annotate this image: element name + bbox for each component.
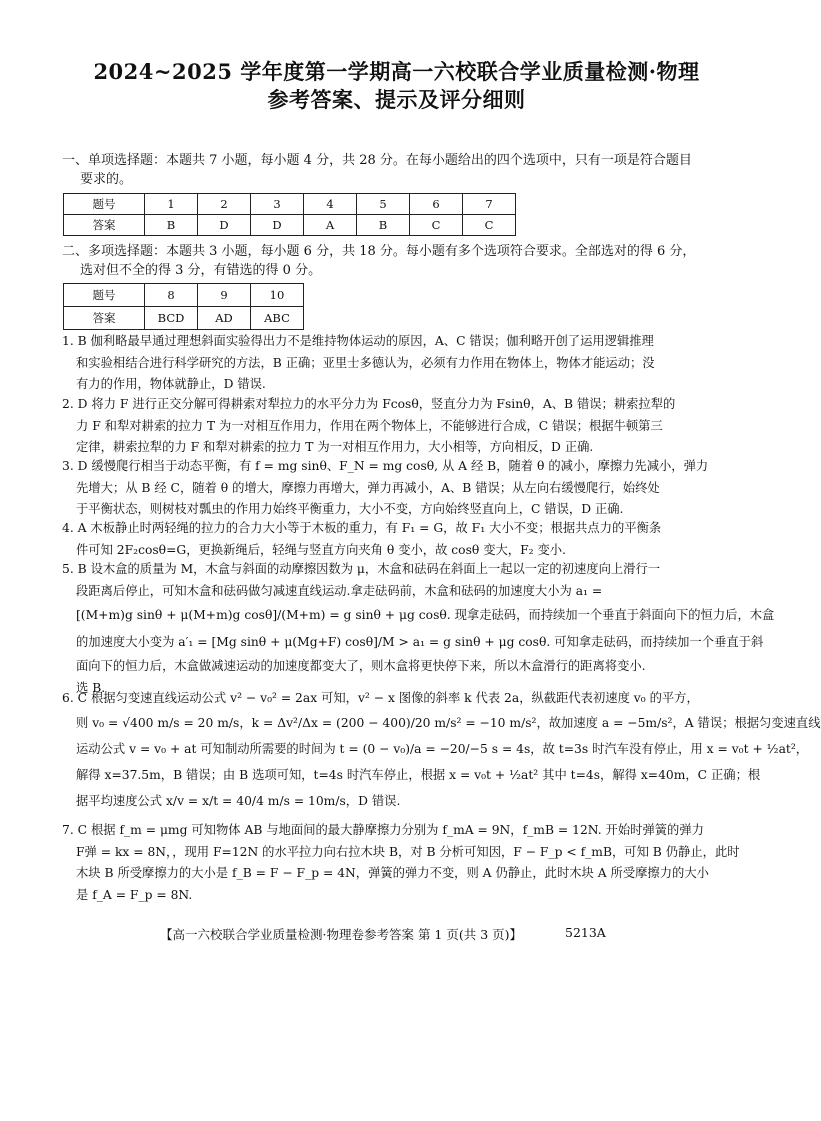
explanation-line: 有力的作用，物体就静止，D 错误. <box>76 377 266 391</box>
explanation-line: 木块 B 所受摩擦力的大小是 f_B = F − F_p = 4N，弹簧的弹力不变，则 A 仍静止，此时木块 A 所受摩擦力的大小 <box>76 866 709 880</box>
explanation-line: 定律，耕索拉犁的力 F 和犁对耕索的拉力 T 为一对相互作用力，大小相等，方向相反，D 正确. <box>76 440 594 454</box>
answer-cell: D <box>251 215 304 236</box>
explanation-line: 力 F 和犁对耕索的拉力 T 为一对相互作用力，作用在两个物体上，不能够进行合成，C 错误；根据牛顿第三 <box>76 418 663 433</box>
explanation-q4 <box>62 518 742 561</box>
section1-instruction-line2: 要求的。 <box>80 172 133 187</box>
question-number: 7 <box>463 194 516 215</box>
section2-answer-table <box>63 283 304 330</box>
explanation-line: 的加速度大小变为 a′₁ = [Mg sinθ + μ(Mg+F) cosθ]/M > a₁ = g sinθ + μg cosθ. 可知拿走砝码，而持续加一个垂直于斜 <box>76 635 764 649</box>
page-title: 2024~2025 学年度第一学期高一六校联合学业质量检测·物理 <box>93 59 700 84</box>
question-number: 9 <box>198 284 251 307</box>
explanation-q6 <box>62 688 821 814</box>
answer-cell: A <box>304 215 357 236</box>
explanation-q7 <box>62 820 742 906</box>
answer-cell: BCD <box>145 307 198 330</box>
explanation-q2 <box>62 394 742 459</box>
section2-instruction-line2: 选对但不全的得 3 分，有错选的得 0 分。 <box>80 263 322 278</box>
explanation-line: 先增大；从 B 经 C，随着 θ 的增大，摩擦力再增大，弹力再减小，A、B 错误；从左向右缓慢爬行，始终处 <box>76 480 660 495</box>
answer-cell: B <box>357 215 410 236</box>
answer-cell: C <box>410 215 463 236</box>
explanation-q1 <box>62 331 742 396</box>
explanation-line: 于平衡状态，则树枝对瓢虫的作用力始终平衡重力，大小不变，方向始终竖直向上，C 错误，D 正确. <box>76 502 624 516</box>
question-number: 3 <box>251 194 304 215</box>
page-subtitle: 参考答案、提示及评分细则 <box>267 87 526 112</box>
explanation-line: 是 f_A = F_p = 8N. <box>76 887 193 902</box>
explanation-line: F弹 = kx = 8N，，现用 F=12N 的水平拉力向右拉木块 B，对 B 分析可知因，F − F_p < f_mB，可知 B 仍静止，此时 <box>76 844 740 859</box>
table-header-cell: 答案 <box>64 215 145 236</box>
explanation-line: 解得 x=37.5m，B 错误；由 B 选项可知，t=4s 时汽车停止，根据 x = v₀t + ½at² 其中 t=4s，解得 x=40m，C 正确；根 <box>76 767 761 782</box>
section2-instruction-line1: 二、多项选择题：本题共 3 小题，每小题 6 分，共 18 分。每小题有多个选项符合要求。全部选对的得 6 分， <box>62 244 696 259</box>
table-header-cell: 题号 <box>64 284 145 307</box>
answer-cell: D <box>198 215 251 236</box>
question-number: 5 <box>357 194 410 215</box>
answer-cell: AD <box>198 307 251 330</box>
footer-text: 【高一六校联合学业质量检测·物理卷参考答案 第 1 页(共 3 页)】 <box>160 927 523 942</box>
question-number: 1 <box>145 194 198 215</box>
answer-cell: C <box>463 215 516 236</box>
section1-instruction-line1: 一、单项选择题：本题共 7 小题，每小题 4 分，共 28 分。在每小题给出的四个选项中，只有一项是符合题目 <box>62 153 692 168</box>
section1-answer-table <box>63 193 516 236</box>
question-number: 8 <box>145 284 198 307</box>
explanation-line: [(M+m)g sinθ + μ(M+m)g cosθ]/(M+m) = g sinθ + μg cosθ. 现拿走砝码，而持续加一个垂直于斜面向下的恒力后，木盒 <box>76 608 775 622</box>
explanation-line: 3. D 缓慢爬行相当于动态平衡，有 f = mg sinθ、F_N = mg cosθ, 从 A 经 B，随着 θ 的减小，摩擦力先减小，弹力 <box>62 459 709 473</box>
explanation-line: 面向下的恒力后，木盒做减速运动的加速度都变大了，则木盒将更快停下来，所以木盒滑行的距离将变小. <box>76 659 646 673</box>
explanation-line: 运动公式 v = v₀ + at 可知制动所需要的时间为 t = (0 − v₀)/a = −20/−5 s = 4s，故 t=3s 时汽车没有停止，用 x = v₀t + ½at²， <box>76 741 809 756</box>
explanation-line: 1. B 伽利略最早通过理想斜面实验得出力不是维持物体运动的原因，A、C 错误；伽利略开创了运用逻辑推理 <box>62 334 654 348</box>
explanation-line: 2. D 将力 F 进行正交分解可得耕索对犁拉力的水平分力为 Fcosθ，竖直分力为 Fsinθ，A、B 错误；耕索拉犁的 <box>62 397 676 411</box>
explanation-line: 件可知 2F₂cosθ=G，更换新绳后，轻绳与竖直方向夹角 θ 变小，故 cosθ 变大，F₂ 变小. <box>76 542 566 557</box>
section1-heading <box>62 151 742 189</box>
question-number: 10 <box>251 284 304 307</box>
table-row <box>64 194 516 215</box>
question-number: 2 <box>198 194 251 215</box>
table-row <box>64 307 304 330</box>
explanation-q5 <box>62 559 775 699</box>
question-number: 4 <box>304 194 357 215</box>
explanation-line: 4. A 木板静止时两轻绳的拉力的合力大小等于木板的重力，有 F₁ = G，故 F₁ 大小不变；根据共点力的平衡条 <box>62 521 662 535</box>
table-header-cell: 题号 <box>64 194 145 215</box>
table-row <box>64 215 516 236</box>
section2-heading <box>62 242 742 280</box>
explanation-line: 段距离后停止，可知木盒和砝码做匀减速直线运动.拿走砝码前，木盒和砝码的加速度大小为 a₁ = <box>76 583 603 598</box>
footer-code: 5213A <box>565 925 606 940</box>
explanation-line: 6. C 根据匀变速直线运动公式 v² − v₀² = 2ax 可知，v² − x 图像的斜率 k 代表 2a，纵截距代表初速度 v₀ 的平方， <box>62 691 699 705</box>
explanation-q3 <box>62 456 742 521</box>
table-row <box>64 284 304 307</box>
question-number: 6 <box>410 194 463 215</box>
explanation-line: 则 v₀ = √400 m/s = 20 m/s，k = Δv²/Δx = (200 − 400)/20 m/s² = −10 m/s²，故加速度 a = −5m/s²，A 错误；根据匀变速直线 <box>76 715 821 730</box>
explanation-line: 据平均速度公式 x/v = x/t = 40/4 m/s = 10m/s，D 错误. <box>76 793 401 808</box>
explanation-line: 5. B 设木盒的质量为 M，木盒与斜面的动摩擦因数为 μ，木盒和砝码在斜面上一起以一定的初速度向上滑行一 <box>62 562 661 576</box>
explanation-line: 选 B. <box>76 680 106 695</box>
answer-cell: B <box>145 215 198 236</box>
table-header-cell: 答案 <box>64 307 145 330</box>
explanation-line: 和实验相结合进行科学研究的方法，B 正确；亚里士多德认为，必须有力作用在物体上，物体才能运动；没 <box>76 355 655 370</box>
answer-cell: ABC <box>251 307 304 330</box>
explanation-line: 7. C 根据 f_m = μmg 可知物体 AB 与地面间的最大静摩擦力分别为 f_mA = 9N，f_mB = 12N. 开始时弹簧的弹力 <box>62 823 704 837</box>
